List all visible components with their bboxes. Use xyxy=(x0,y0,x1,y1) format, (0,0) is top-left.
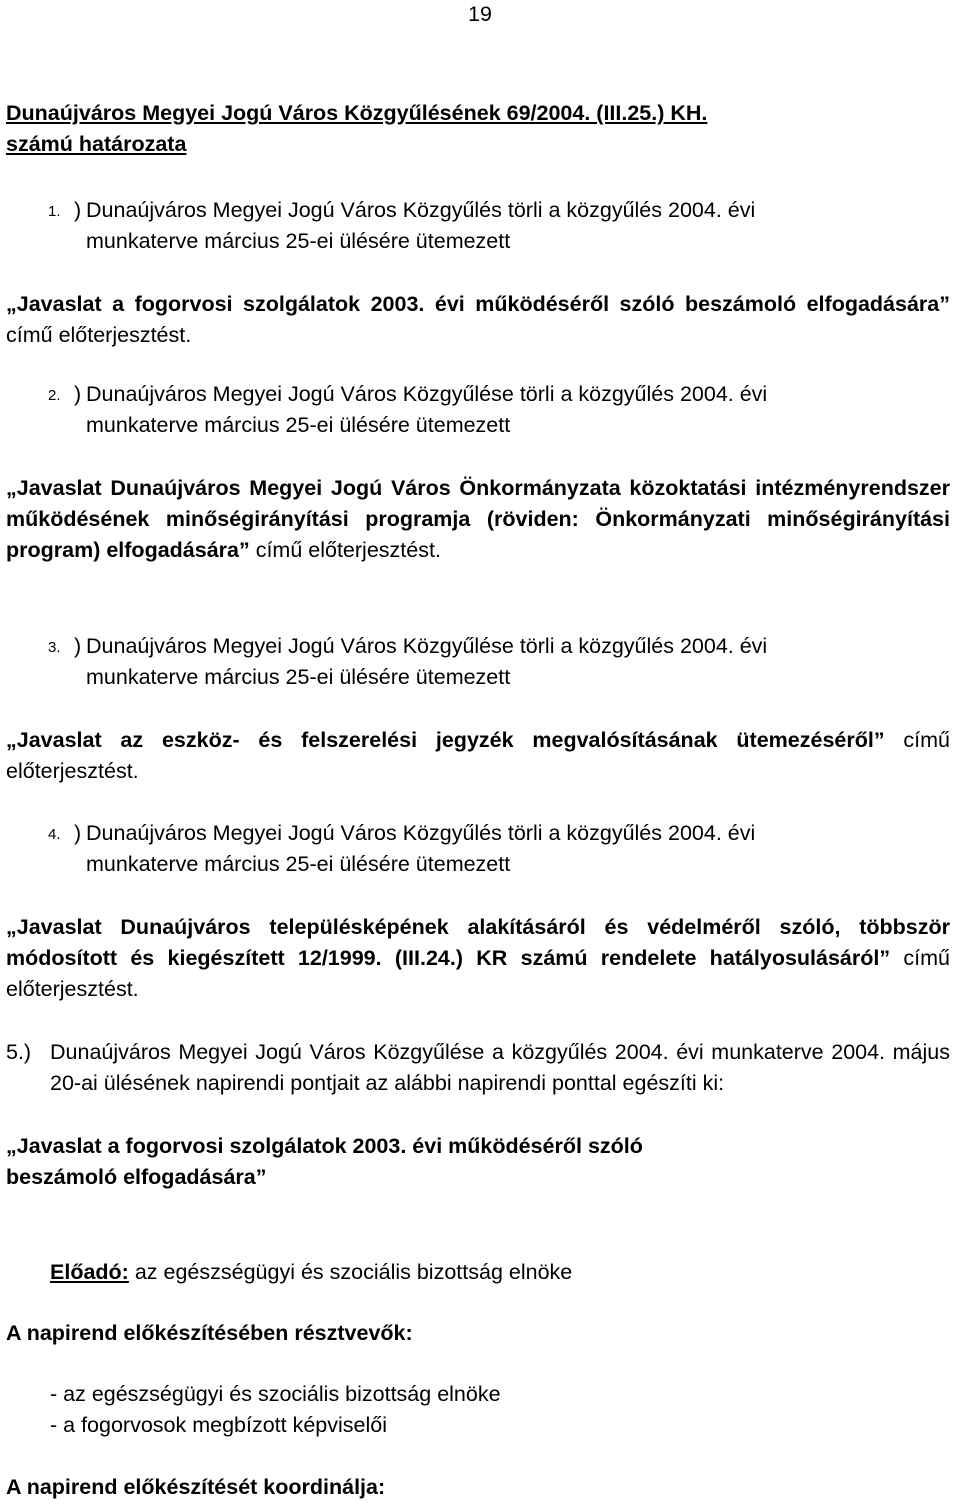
participants-line-2: - a fogorvosok megbízott képviselői xyxy=(50,1413,387,1437)
item-1-text-line-1: Dunaújváros Megyei Jogú Város Közgyűlés törli a közgyűlés 2004. évi xyxy=(86,198,756,222)
item-5-text: Dunaújváros Megyei Jogú Város Közgyűlése a közgyűlés 2004. évi munkaterve 2004. május 20-ai ülésének napirendi pontjait az alábbi napirendi ponttal egészíti ki: xyxy=(50,1040,950,1095)
item-4-text-line-1: Dunaújváros Megyei Jogú Város Közgyűlés törli a közgyűlés 2004. évi xyxy=(86,821,756,845)
item-5-intro xyxy=(6,1037,950,1099)
item-1-proposal-title: „Javaslat a fogorvosi szolgálatok 2003. évi működéséről szóló beszámoló elfogadására” xyxy=(6,292,950,316)
item-2-number: 2. xyxy=(48,387,61,404)
item-4-intro xyxy=(6,818,950,880)
item-4-proposal-title: „Javaslat Dunaújváros településképének alakításáról és védelméről szóló, többször módosított és kiegészített 12/1999. (III.24.) KR számú rendelete hatályosulásáról” xyxy=(6,915,950,970)
item-1 xyxy=(6,195,950,351)
item-4-paren: ) xyxy=(74,821,82,845)
item-2 xyxy=(6,379,950,566)
item-5 xyxy=(6,1037,950,1193)
item-4-number: 4. xyxy=(48,826,61,843)
participants-line-1: - az egészségügyi és szociális bizottság elnöke xyxy=(50,1382,501,1406)
item-3-proposal-tail: című előterjesztést. xyxy=(6,728,950,783)
item-3-text-line-2: munkaterve március 25-ei ülésére ütemezett xyxy=(86,665,511,689)
item-1-intro xyxy=(6,195,950,257)
item-1-proposal xyxy=(6,289,950,351)
presenter-line xyxy=(6,1257,950,1288)
item-3-text-line-1: Dunaújváros Megyei Jogú Város Közgyűlése törli a közgyűlés 2004. évi xyxy=(86,634,768,658)
item-4 xyxy=(6,818,950,1005)
item-2-proposal-title: „Javaslat Dunaújváros Megyei Jogú Város Önkormányzata közoktatási intézményrendszer működésének minőségirányítási programja (röviden: Önkormányzati minőségirányítási program) elfogadására” xyxy=(6,476,950,562)
presenter-label: Előadó: xyxy=(50,1260,129,1284)
item-3 xyxy=(6,631,950,787)
heading-line-1-text: Dunaújváros Megyei Jogú Város Közgyűlésének 69/2004. (III.25.) KH. xyxy=(6,101,708,125)
coordinator-title: A napirend előkészítését koordinálja: xyxy=(6,1475,386,1499)
resolution-heading xyxy=(6,98,950,160)
item-3-proposal xyxy=(6,725,950,787)
item-5-proposal-line-1: „Javaslat a fogorvosi szolgálatok 2003. évi működéséről szóló xyxy=(6,1134,643,1158)
item-5-number: 5.) xyxy=(6,1040,32,1064)
item-2-intro xyxy=(6,379,950,441)
item-2-text-line-1: Dunaújváros Megyei Jogú Város Közgyűlése törli a közgyűlés 2004. évi xyxy=(86,382,768,406)
participants xyxy=(6,1318,950,1441)
item-3-paren: ) xyxy=(74,634,82,658)
participants-title: A napirend előkészítésében résztvevők: xyxy=(6,1321,413,1345)
item-4-proposal-tail: című előterjesztést. xyxy=(6,946,950,1001)
item-1-proposal-tail: című előterjesztést. xyxy=(6,323,192,347)
item-2-paren: ) xyxy=(74,382,82,406)
heading-line-1 xyxy=(6,98,950,129)
item-4-text-line-2: munkaterve március 25-ei ülésére ütemezett xyxy=(86,852,511,876)
item-1-paren: ) xyxy=(74,198,82,222)
item-1-number: 1. xyxy=(48,203,61,220)
item-4-proposal xyxy=(6,912,950,1005)
presenter xyxy=(6,1257,950,1288)
item-5-proposal-line-2: beszámoló elfogadására” xyxy=(6,1165,267,1189)
item-3-number: 3. xyxy=(48,639,61,656)
item-2-proposal-tail: című előterjesztést. xyxy=(249,538,441,562)
page-number: 19 xyxy=(468,2,492,26)
item-2-text-line-2: munkaterve március 25-ei ülésére ütemezett xyxy=(86,413,511,437)
coordinator xyxy=(6,1472,950,1503)
item-3-proposal-title: „Javaslat az eszköz- és felszerelési jegyzék megvalósításának ütemezéséről” xyxy=(6,728,885,752)
item-2-proposal xyxy=(6,473,950,566)
item-3-intro xyxy=(6,631,950,693)
item-1-text-line-2: munkaterve március 25-ei ülésére ütemezett xyxy=(86,229,511,253)
presenter-value: az egészségügyi és szociális bizottság elnöke xyxy=(128,1260,573,1284)
heading-line-2: számú határozata xyxy=(6,132,187,156)
